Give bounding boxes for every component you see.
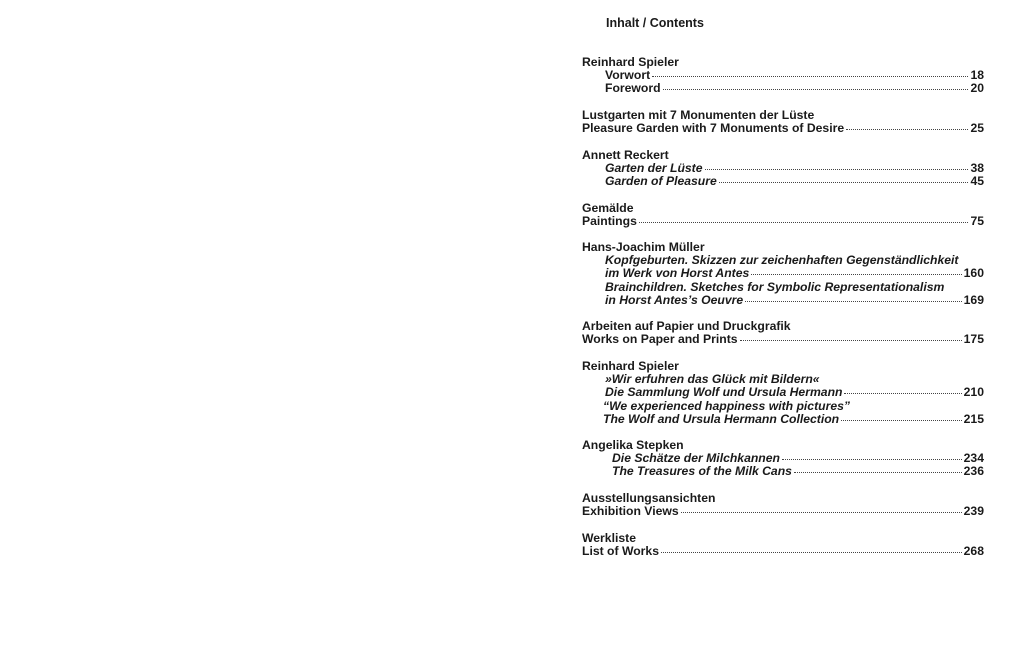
toc-page-number: 234 — [963, 451, 984, 466]
toc-section-paintings — [582, 202, 984, 228]
toc-entry[interactable] — [582, 333, 984, 346]
toc-entry-title: Paintings — [582, 214, 637, 229]
toc-entry-title-de: Gemälde — [582, 201, 634, 215]
toc-author: Angelika Stepken — [582, 438, 684, 452]
toc-leader — [663, 89, 969, 90]
toc-entry-title-de: Ausstellungsansichten — [582, 491, 716, 505]
toc-entry-title: Works on Paper and Prints — [582, 332, 738, 347]
toc-entry-title: in Horst Antes’s Oeuvre — [605, 292, 744, 307]
toc-page-number: 20 — [970, 81, 984, 96]
toc-leader — [846, 129, 968, 130]
toc-section-foreword — [582, 56, 984, 96]
toc-page-number: 210 — [963, 385, 984, 400]
toc-entry[interactable] — [582, 545, 984, 558]
toc-entry-title: Die Sammlung Wolf und Ursula Hermann — [605, 385, 843, 400]
toc-entry-title-line: Kopfgeburten. Skizzen zur zeichenhaften Gegenständlichkeit — [605, 253, 959, 268]
toc-entry-title: im Werk von Horst Antes — [605, 266, 750, 281]
toc-entry[interactable] — [582, 82, 984, 95]
toc-entry-title: Garten der Lüste — [605, 161, 703, 176]
toc-leader — [841, 420, 962, 421]
toc-entry-title-de: Lustgarten mit 7 Monumenten der Lüste — [582, 108, 815, 122]
toc-leader — [661, 552, 962, 553]
toc-leader — [681, 512, 962, 513]
toc-entry-title: Garden of Pleasure — [605, 174, 717, 189]
toc-author: Reinhard Spieler — [582, 55, 679, 69]
toc-entry-title-line: “We experienced happiness with pictures” — [603, 398, 850, 413]
toc-author: Reinhard Spieler — [582, 359, 679, 373]
toc-entry[interactable] — [582, 122, 984, 135]
toc-leader — [844, 393, 961, 394]
toc-page-number: 236 — [963, 464, 984, 479]
toc-entry-title: Die Schätze der Milchkannen — [612, 451, 780, 466]
toc-leader — [652, 76, 968, 77]
toc-section-milk-cans — [582, 439, 984, 479]
toc-entry[interactable] — [582, 267, 984, 280]
toc-entry-title: The Treasures of the Milk Cans — [612, 464, 792, 479]
toc-section-list-of-works — [582, 532, 984, 558]
toc-entry-title: The Wolf and Ursula Hermann Collection — [603, 411, 840, 426]
toc-section-works-on-paper — [582, 320, 984, 346]
toc-entry-title: List of Works — [582, 544, 659, 559]
toc-page-number: 160 — [963, 266, 984, 281]
toc-entry-title-de: Arbeiten auf Papier und Druckgrafik — [582, 319, 791, 333]
toc-entry[interactable] — [582, 505, 984, 518]
toc-page-number: 239 — [963, 504, 984, 519]
toc-leader — [639, 222, 969, 223]
toc-leader — [740, 340, 962, 341]
toc-entry-title-line: Brainchildren. Sketches for Symbolic Representationalism — [605, 279, 945, 294]
toc-entry[interactable] — [582, 215, 984, 228]
toc-section-hermann-collection — [582, 360, 984, 426]
toc-page-number: 45 — [970, 174, 984, 189]
toc-page-number: 215 — [963, 411, 984, 426]
toc-entry-title: Foreword — [605, 81, 661, 96]
toc-entry-title: Vorwort — [605, 68, 651, 83]
toc-page-number: 18 — [970, 68, 984, 83]
toc-entry-title-de: Werkliste — [582, 531, 636, 545]
toc-section-brainchildren — [582, 241, 984, 307]
toc-entry[interactable] — [582, 465, 984, 478]
toc-page-number: 25 — [970, 121, 984, 136]
toc-author: Annett Reckert — [582, 148, 669, 162]
toc-entry[interactable] — [582, 413, 984, 426]
toc-entry-title: Exhibition Views — [582, 504, 679, 519]
toc-page-number: 75 — [970, 214, 984, 229]
toc-entry[interactable] — [582, 294, 984, 307]
toc-leader — [705, 169, 969, 170]
toc-heading: Inhalt / Contents — [606, 16, 704, 30]
toc-entry[interactable] — [582, 175, 984, 188]
toc-leader — [719, 182, 969, 183]
toc-leader — [745, 301, 961, 302]
toc-entry[interactable] — [582, 386, 984, 399]
toc-section-garden-of-pleasure — [582, 149, 984, 189]
toc-page-number: 169 — [963, 292, 984, 307]
toc-page-number: 268 — [963, 544, 984, 559]
toc-entry-title-line: »Wir erfuhren das Glück mit Bildern« — [605, 372, 820, 387]
toc-section-exhibition-views — [582, 492, 984, 518]
toc-leader — [782, 459, 962, 460]
toc-page-number: 38 — [970, 161, 984, 176]
toc-author: Hans-Joachim Müller — [582, 240, 705, 254]
toc-page-number: 175 — [963, 332, 984, 347]
toc-leader — [794, 472, 962, 473]
toc-section-pleasure-garden — [582, 109, 984, 135]
toc-entry-title: Pleasure Garden with 7 Monuments of Desire — [582, 121, 845, 136]
toc-leader — [751, 274, 961, 275]
